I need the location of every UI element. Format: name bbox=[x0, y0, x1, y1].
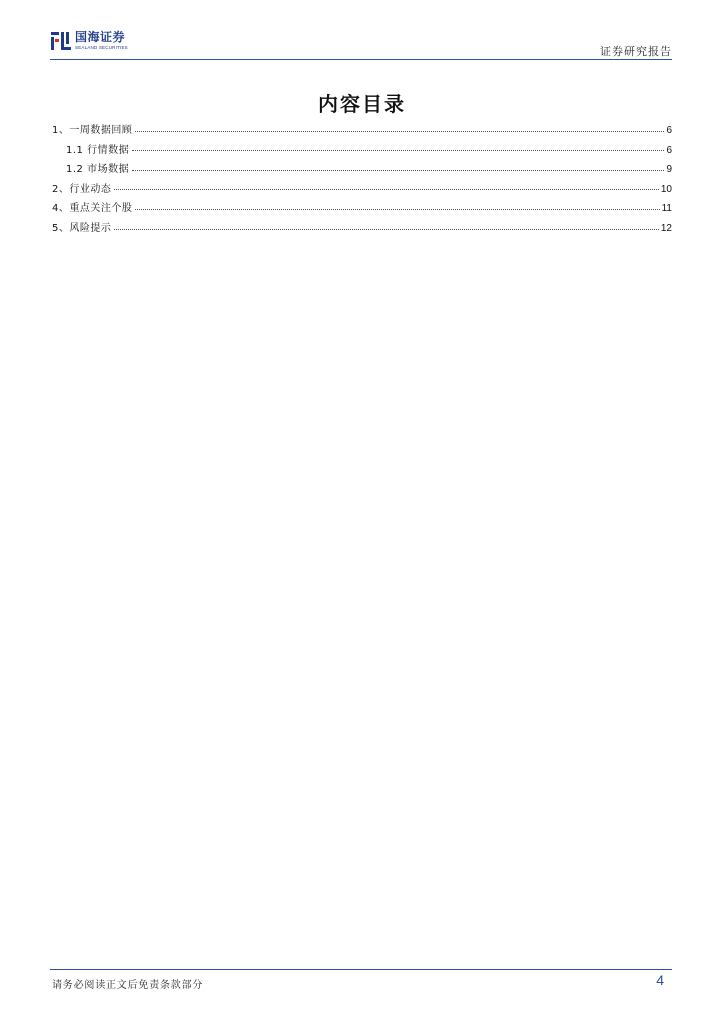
toc-entry[interactable] bbox=[52, 199, 672, 219]
header-divider bbox=[50, 59, 672, 60]
toc-leader-dots bbox=[135, 131, 664, 132]
toc-entry-label: 1、一周数据回顾 bbox=[52, 125, 133, 136]
company-logo bbox=[50, 30, 128, 52]
toc-entry[interactable] bbox=[52, 219, 672, 239]
toc-entry[interactable] bbox=[52, 141, 672, 161]
toc-entry[interactable] bbox=[52, 180, 672, 200]
toc-title: 内容目录 bbox=[318, 92, 406, 116]
toc-entry-page: 10 bbox=[660, 183, 672, 195]
page-header bbox=[50, 28, 672, 62]
toc-entry-label: 2、行业动态 bbox=[52, 183, 112, 195]
page-number: 4 bbox=[656, 972, 664, 988]
logo-chinese-name: 国海证券 bbox=[75, 30, 126, 44]
report-type: 证券研究报告 bbox=[600, 45, 672, 58]
logo-english-name: SEALAND SECURITIES bbox=[75, 45, 128, 50]
table-of-contents bbox=[52, 121, 672, 239]
toc-leader-dots bbox=[135, 209, 659, 210]
toc-entry-label: 4、重点关注个股 bbox=[52, 203, 133, 215]
toc-entry-label: 1.1 行情数据 bbox=[66, 144, 130, 156]
toc-entry-label: 1.2 市场数据 bbox=[66, 164, 130, 176]
toc-entry[interactable] bbox=[52, 121, 672, 141]
toc-entry-page: 12 bbox=[660, 222, 672, 234]
footer-divider bbox=[50, 969, 672, 970]
footer-disclaimer: 请务必阅读正文后免责条款部分 bbox=[52, 980, 204, 991]
toc-entry[interactable] bbox=[52, 160, 672, 180]
toc-leader-dots bbox=[114, 229, 659, 230]
toc-entry-page: 11 bbox=[661, 203, 672, 215]
toc-entry-page: 6 bbox=[666, 125, 672, 136]
toc-entry-page: 9 bbox=[666, 164, 672, 176]
toc-entry-page: 6 bbox=[666, 144, 672, 156]
toc-leader-dots bbox=[132, 150, 664, 151]
toc-entry-label: 5、风险提示 bbox=[52, 222, 112, 234]
toc-leader-dots bbox=[132, 170, 664, 171]
sealand-logo-icon bbox=[50, 30, 72, 52]
toc-leader-dots bbox=[114, 189, 659, 190]
